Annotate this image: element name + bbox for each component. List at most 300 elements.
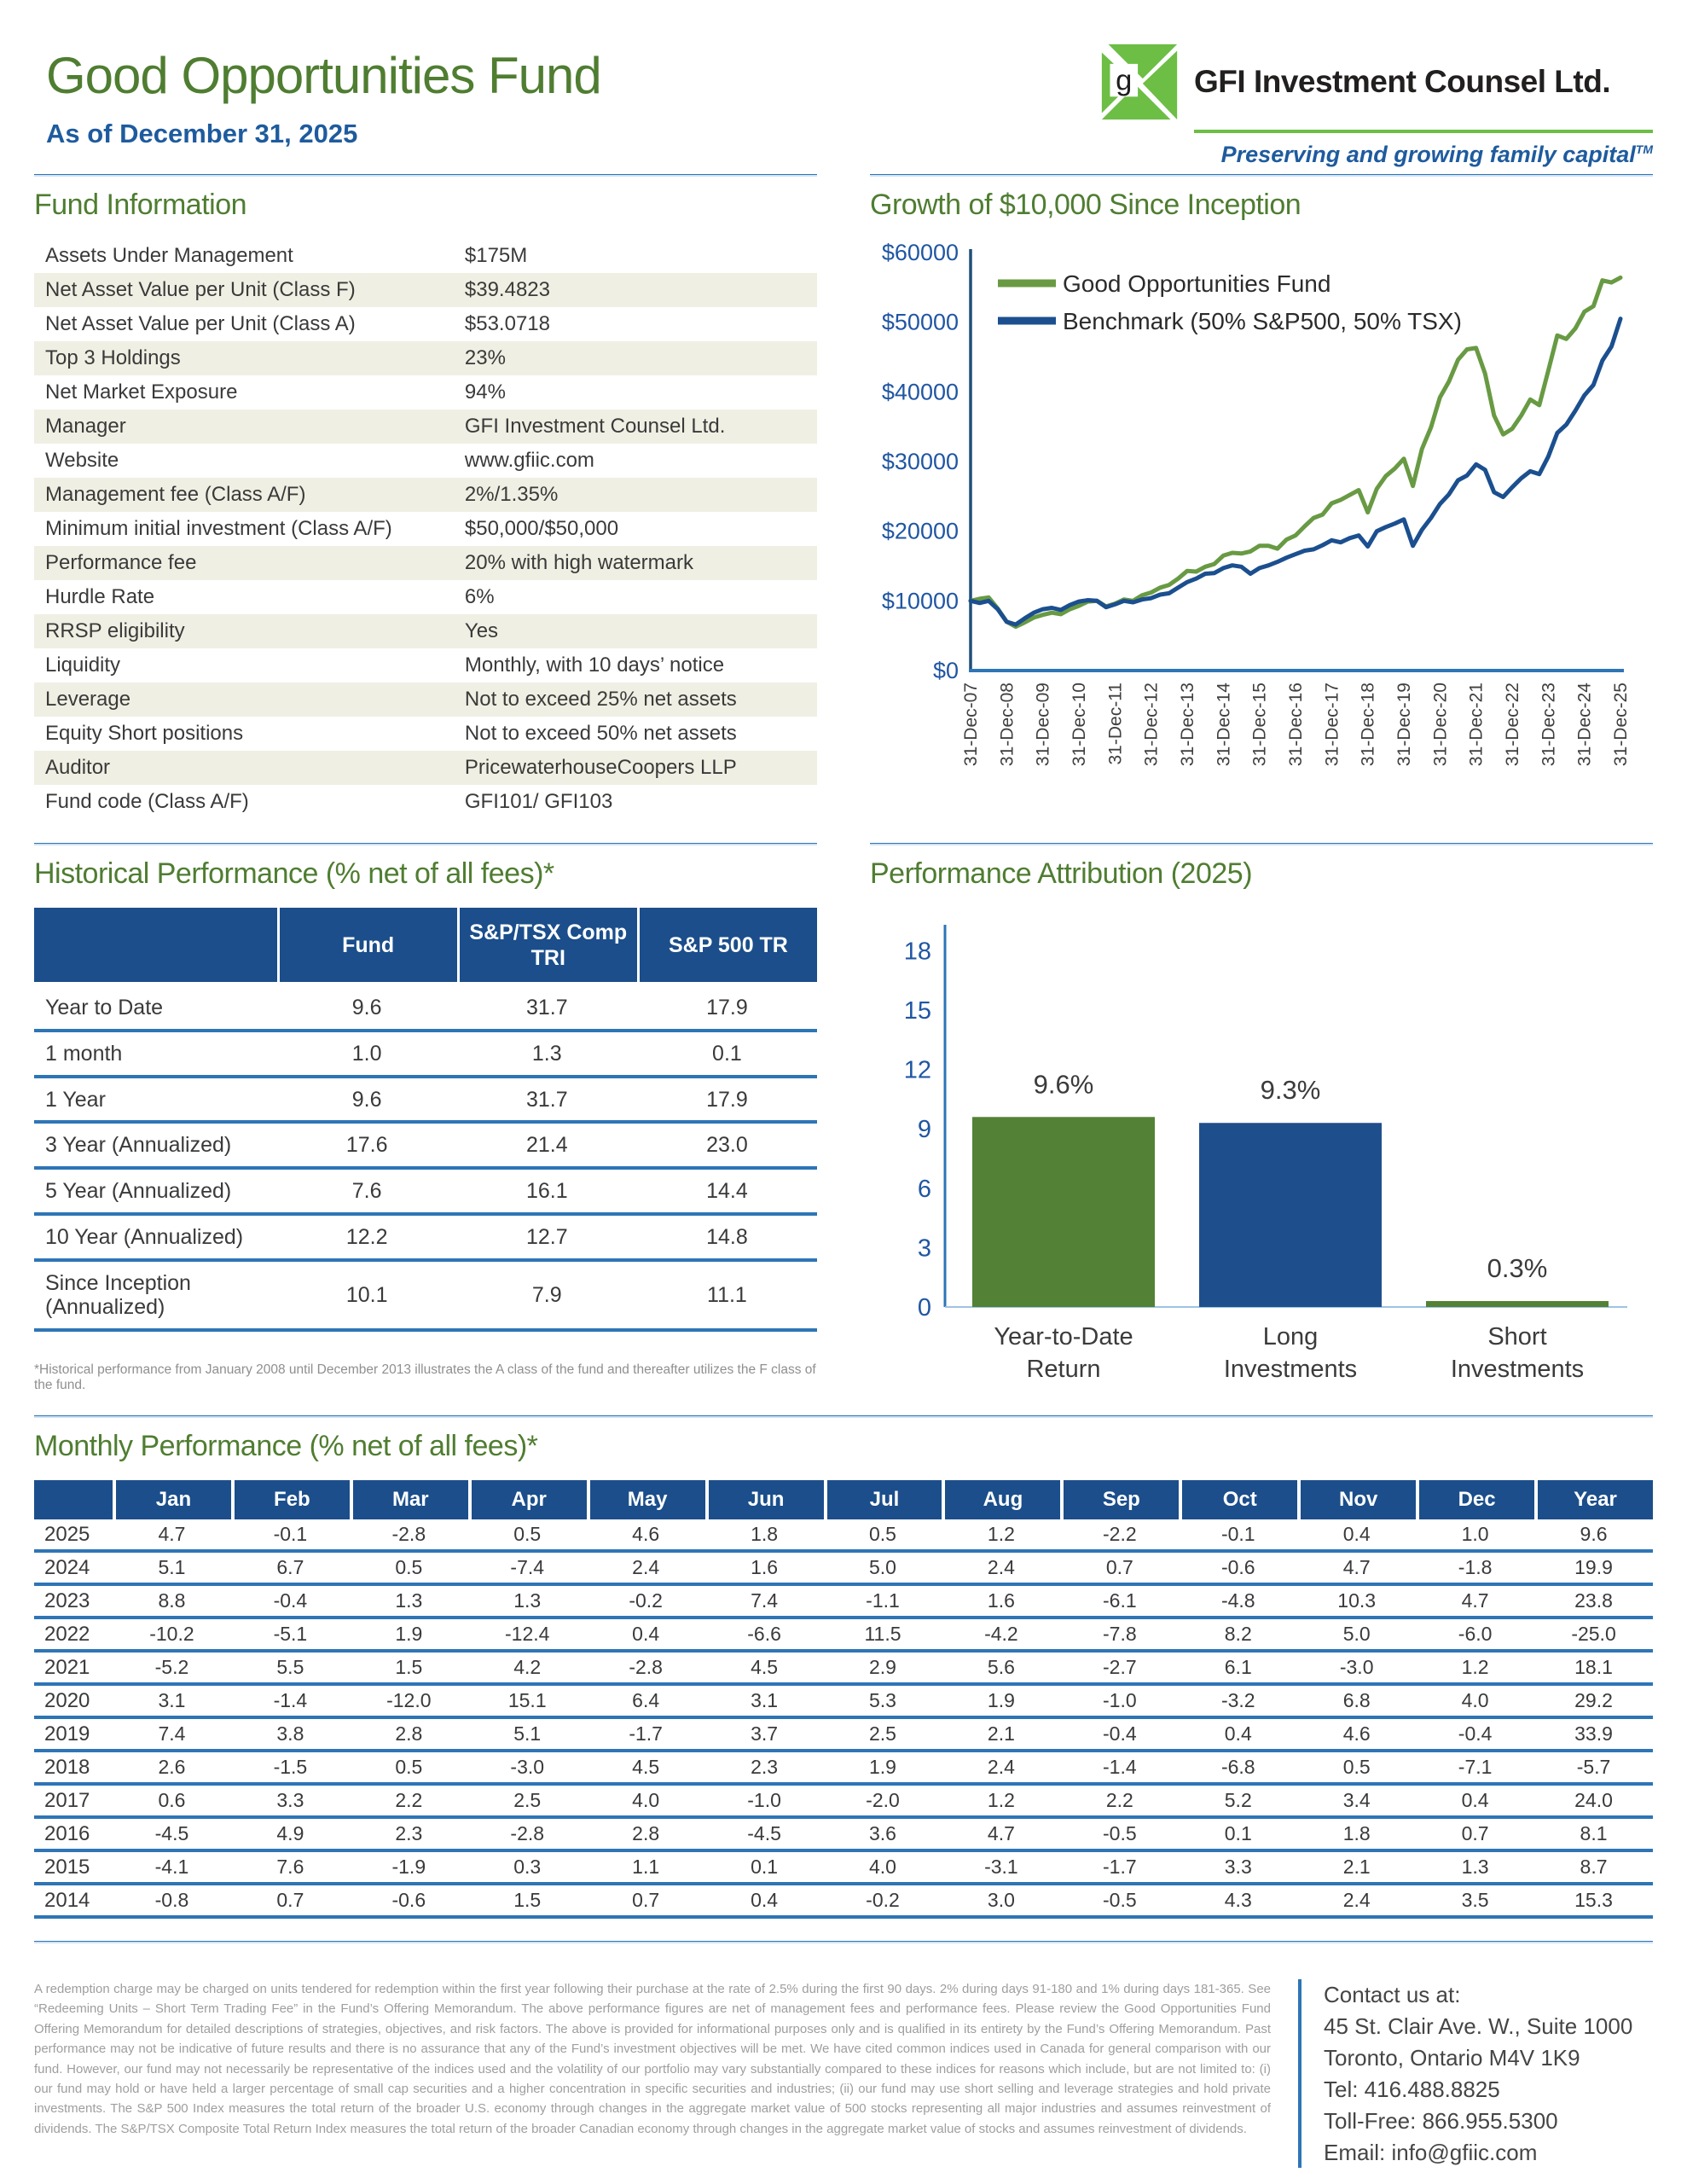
- monthly-cell: 4.7: [1297, 1553, 1416, 1586]
- fund-info-label: Equity Short positions: [45, 722, 244, 745]
- y-axis-tick-label: $20000: [881, 518, 959, 544]
- monthly-cell: -12.4: [468, 1619, 587, 1653]
- monthly-cell: -0.4: [1060, 1719, 1179, 1752]
- monthly-cell: 0.5: [350, 1752, 468, 1786]
- monthly-cell: -0.2: [824, 1885, 942, 1919]
- contact-line: Toronto, Ontario M4V 1K9: [1324, 2044, 1580, 2071]
- monthly-cell: -4.2: [942, 1619, 1060, 1653]
- monthly-cell: 0.7: [1060, 1553, 1179, 1586]
- fund-info-row: [34, 648, 817, 682]
- fund-info-value: $53.0718: [464, 312, 550, 335]
- fund-info-value: 23%: [464, 346, 506, 369]
- monthly-cell: 0.7: [231, 1885, 350, 1919]
- monthly-cell: -2.8: [468, 1819, 587, 1852]
- table-row: [34, 1216, 817, 1262]
- monthly-year-total-cell: 19.9: [1534, 1553, 1653, 1586]
- fund-info-value: 20% with high watermark: [464, 551, 694, 574]
- monthly-cell: 4.5: [705, 1653, 824, 1686]
- monthly-cell: 1.1: [587, 1852, 705, 1885]
- x-axis-tick-label: 31-Dec-17: [1322, 682, 1342, 767]
- historical-col-header: S&P/TSX Comp TRI: [457, 908, 637, 986]
- monthly-cell: 1.3: [1416, 1852, 1534, 1885]
- monthly-cell: 7.4: [113, 1719, 231, 1752]
- fund-info-row: [34, 751, 817, 785]
- page-title: Good Opportunities Fund: [46, 47, 601, 104]
- monthly-cell: -0.2: [587, 1586, 705, 1619]
- historical-performance-table: [34, 908, 817, 1332]
- historical-cell: 14.4: [637, 1170, 817, 1216]
- monthly-cell: 1.9: [942, 1686, 1060, 1719]
- bar-value-label: 9.6%: [1033, 1069, 1094, 1100]
- fund-info-row: [34, 614, 817, 648]
- monthly-cell: -0.1: [231, 1519, 350, 1553]
- monthly-cell: -3.0: [1297, 1653, 1416, 1686]
- monthly-cell: 10.3: [1297, 1586, 1416, 1619]
- monthly-cell: 1.2: [942, 1519, 1060, 1553]
- monthly-cell: 5.6: [942, 1653, 1060, 1686]
- monthly-cell: 0.5: [350, 1553, 468, 1586]
- fund-info-value: Not to exceed 50% net assets: [464, 722, 737, 745]
- monthly-cell: 4.6: [1297, 1719, 1416, 1752]
- table-row: [34, 986, 817, 1032]
- monthly-cell: -7.8: [1060, 1619, 1179, 1653]
- monthly-cell: -1.9: [350, 1852, 468, 1885]
- footer-section: [34, 1941, 1653, 2168]
- fund-info-value: PricewaterhouseCoopers LLP: [464, 756, 737, 779]
- monthly-cell: 4.2: [468, 1653, 587, 1686]
- y-axis-tick-label: 3: [917, 1234, 931, 1263]
- monthly-cell: 3.7: [705, 1719, 824, 1752]
- historical-row-label: Since Inception (Annualized): [34, 1262, 277, 1333]
- historical-cell: 12.2: [277, 1216, 457, 1262]
- fund-info-label: RRSP eligibility: [45, 619, 185, 642]
- monthly-cell: 0.4: [587, 1619, 705, 1653]
- x-axis-tick-label: 31-Dec-25: [1611, 682, 1631, 767]
- x-axis-tick-label: 31-Dec-13: [1178, 682, 1197, 767]
- monthly-cell: -1.0: [1060, 1686, 1179, 1719]
- historical-cell: 11.1: [637, 1262, 817, 1333]
- y-axis-tick-label: 12: [903, 1056, 931, 1084]
- monthly-cell: -1.4: [1060, 1752, 1179, 1786]
- monthly-cell: -12.0: [350, 1686, 468, 1719]
- monthly-cell: 4.9: [231, 1819, 350, 1852]
- monthly-cell: -4.5: [113, 1819, 231, 1852]
- x-axis-tick-label: 31-Dec-09: [1033, 682, 1053, 767]
- fund-info-label: Net Market Exposure: [45, 380, 238, 404]
- fund-info-row: [34, 682, 817, 717]
- fund-info-value: $175M: [464, 244, 528, 267]
- monthly-col-header: Mar: [350, 1480, 468, 1519]
- monthly-cell: -0.1: [1179, 1519, 1297, 1553]
- monthly-year-total-cell: 8.1: [1534, 1819, 1653, 1852]
- table-row: [34, 1032, 817, 1078]
- monthly-cell: -2.8: [350, 1519, 468, 1553]
- monthly-cell: 5.0: [824, 1553, 942, 1586]
- monthly-cell: 1.0: [1416, 1519, 1534, 1553]
- monthly-cell: -6.6: [705, 1619, 824, 1653]
- fund-info-label: Website: [45, 449, 119, 472]
- monthly-cell: 6.4: [587, 1686, 705, 1719]
- monthly-cell: 7.6: [231, 1852, 350, 1885]
- monthly-cell: -0.6: [350, 1885, 468, 1919]
- historical-cell: 21.4: [457, 1124, 637, 1170]
- fund-info-label: Top 3 Holdings: [45, 346, 181, 369]
- monthly-cell: 2.6: [113, 1752, 231, 1786]
- monthly-cell: 8.8: [113, 1586, 231, 1619]
- growth-chart-heading: Growth of $10,000 Since Inception: [870, 189, 1301, 221]
- monthly-cell: 0.7: [1416, 1819, 1534, 1852]
- fund-info-label: Minimum initial investment (Class A/F): [45, 517, 392, 540]
- y-axis-tick-label: $30000: [881, 449, 959, 474]
- fund-info-row: [34, 785, 817, 819]
- monthly-cell: 4.0: [824, 1852, 942, 1885]
- monthly-cell: 1.8: [705, 1519, 824, 1553]
- x-axis-tick-label: 31-Dec-14: [1214, 682, 1234, 767]
- monthly-cell: 15.1: [468, 1686, 587, 1719]
- table-row: [34, 1170, 817, 1216]
- x-axis-tick-label: 31-Dec-19: [1394, 682, 1414, 767]
- section-middle: [34, 843, 1653, 1397]
- logo-underline: [1194, 130, 1653, 133]
- monthly-col-header: Jan: [113, 1480, 231, 1519]
- contact-heading: Contact us at:: [1324, 1982, 1461, 2007]
- monthly-col-header: Sep: [1060, 1480, 1179, 1519]
- y-axis-tick-label: 0: [917, 1294, 931, 1321]
- monthly-cell: 2.8: [587, 1819, 705, 1852]
- tagline-text: Preserving and growing family capital: [1220, 142, 1636, 167]
- monthly-cell: -0.8: [113, 1885, 231, 1919]
- historical-cell: 1.0: [277, 1032, 457, 1078]
- fund-info-row: [34, 444, 817, 478]
- monthly-col-header: [34, 1480, 113, 1519]
- historical-cell: 10.1: [277, 1262, 457, 1333]
- y-axis-tick-label: $60000: [881, 240, 959, 265]
- fund-info-value: GFI101/ GFI103: [464, 790, 613, 813]
- x-axis-tick-label: 31-Dec-20: [1430, 682, 1451, 767]
- monthly-col-header: Oct: [1179, 1480, 1297, 1519]
- monthly-cell: 3.3: [231, 1786, 350, 1819]
- monthly-cell: 6.7: [231, 1553, 350, 1586]
- fund-info-row: [34, 375, 817, 410]
- monthly-cell: 1.5: [350, 1653, 468, 1686]
- monthly-cell: 0.1: [705, 1852, 824, 1885]
- historical-cell: 17.9: [637, 986, 817, 1032]
- historical-cell: 14.8: [637, 1216, 817, 1262]
- historical-cell: 12.7: [457, 1216, 637, 1262]
- monthly-cell: 2.3: [350, 1819, 468, 1852]
- contact-line: Toll-Free: 866.955.5300: [1324, 2107, 1558, 2134]
- company-name: GFI Investment Counsel Ltd.: [1194, 64, 1611, 99]
- historical-cell: 7.9: [457, 1262, 637, 1333]
- historical-cell: 1.3: [457, 1032, 637, 1078]
- monthly-cell: -6.1: [1060, 1586, 1179, 1619]
- historical-col-header: S&P 500 TR: [637, 908, 817, 986]
- gfi-pinwheel-icon: [1099, 41, 1180, 123]
- monthly-year-total-cell: 15.3: [1534, 1885, 1653, 1919]
- monthly-cell: 3.1: [705, 1686, 824, 1719]
- section-rule: [870, 174, 1653, 177]
- monthly-cell: 2.3: [705, 1752, 824, 1786]
- monthly-cell: 3.5: [1416, 1885, 1534, 1919]
- monthly-cell: 2.1: [1297, 1852, 1416, 1885]
- logo-letter: g: [1116, 64, 1133, 97]
- growth-line-benchmark: [971, 319, 1620, 624]
- contact-line: Email: info@gfiic.com: [1324, 2139, 1538, 2165]
- monthly-cell: 0.3: [468, 1852, 587, 1885]
- monthly-year-cell: 2018: [34, 1752, 113, 1786]
- monthly-cell: 2.1: [942, 1719, 1060, 1752]
- table-row: [34, 1719, 1653, 1752]
- monthly-cell: 11.5: [824, 1619, 942, 1653]
- monthly-cell: 5.0: [1297, 1619, 1416, 1653]
- bar-0: [972, 1117, 1155, 1307]
- monthly-cell: 4.6: [587, 1519, 705, 1553]
- historical-row-label: 1 Year: [34, 1078, 277, 1124]
- monthly-cell: 0.6: [113, 1786, 231, 1819]
- monthly-year-cell: 2016: [34, 1819, 113, 1852]
- fund-info-row: [34, 273, 817, 307]
- disclaimer-text: A redemption charge may be charged on units tendered for redemption within the first year following their purchase at the rate of 2.5% during the first 90 days. 2% during days 91-180 and 1% during days 181-365. See “Redeeming Units – Short Term Trading Fee” in the Fund’s Offering Memorandum. The above performance figures are net of management fees and performance fees. Please review the Good Opportunities Fund Offering Memorandum for detailed descriptions of strategies, objectives, and risk factors. The above is provided for informational purposes only and is qualified in its entirety by the Fund’s Offering Memorandum. Past performance may not be indicative of future results and there is no assurance that any of the Fund’s investment objectives will be met. We have cited common indices used in Canada for general comparison with our fund. However, our fund may not necessarily be representative of the indices used and the volatility of our portfolio may vary substantially compared to these indices for reasons which include, but are not limited to: (i) our fund may hold or have held a larger percentage of small cap securities and a higher concentration in specific securities and industries; (ii) our fund may use short selling and leverage strategies and hold private investments. The S&P 500 Index measures the total return of the broader U.S. economy through changes in the aggregate market value of 500 stocks representing all major industries and assumes reinvestment of dividends. The S&P/TSX Composite Total Return Index measures the total return of the broader Canadian economy through changes in the aggregate market value of stocks and assumes reinvestment of dividends.: [34, 1982, 1271, 2136]
- monthly-col-header: Jul: [824, 1480, 942, 1519]
- monthly-year-cell: 2015: [34, 1852, 113, 1885]
- monthly-cell: 1.3: [350, 1586, 468, 1619]
- monthly-cell: -2.8: [587, 1653, 705, 1686]
- monthly-cell: -1.0: [705, 1786, 824, 1819]
- monthly-col-header: Year: [1534, 1480, 1653, 1519]
- bar-1: [1199, 1123, 1382, 1307]
- monthly-cell: 4.0: [1416, 1686, 1534, 1719]
- monthly-cell: -0.4: [231, 1586, 350, 1619]
- monthly-cell: 3.4: [1297, 1786, 1416, 1819]
- monthly-year-total-cell: -5.7: [1534, 1752, 1653, 1786]
- fund-info-label: Net Asset Value per Unit (Class F): [45, 278, 356, 301]
- table-row: [34, 1124, 817, 1170]
- fund-info-value: 94%: [464, 380, 506, 404]
- monthly-col-header: May: [587, 1480, 705, 1519]
- table-row: [34, 1619, 1653, 1653]
- section-rule: [870, 843, 1653, 845]
- fund-info-row: [34, 341, 817, 375]
- x-axis-tick-label: 31-Dec-21: [1466, 682, 1487, 767]
- monthly-cell: 5.3: [824, 1686, 942, 1719]
- contact-line: 45 St. Clair Ave. W., Suite 1000: [1324, 2013, 1633, 2039]
- x-axis-tick-label: 31-Dec-08: [997, 682, 1017, 767]
- monthly-cell: 6.8: [1297, 1686, 1416, 1719]
- monthly-col-header: Dec: [1416, 1480, 1534, 1519]
- bar-category-label: Long: [1262, 1323, 1319, 1350]
- monthly-header-row: [34, 1480, 1653, 1519]
- y-axis-tick-label: $10000: [881, 588, 959, 614]
- fund-info-value: GFI Investment Counsel Ltd.: [464, 415, 726, 438]
- monthly-cell: -5.1: [231, 1619, 350, 1653]
- monthly-cell: 3.3: [1179, 1852, 1297, 1885]
- monthly-cell: -3.0: [468, 1752, 587, 1786]
- as-of-date: As of December 31, 2025: [46, 119, 358, 148]
- y-axis-tick-label: $50000: [881, 309, 959, 335]
- fund-information-table: [34, 239, 817, 819]
- table-row: [34, 1586, 1653, 1619]
- historical-footnote: *Historical performance from January 2008 until December 2013 illustrates the A class of the fund and thereafter utilizes the F class of the fund.: [34, 1362, 816, 1392]
- bar-category-label: Year-to-Date: [994, 1323, 1133, 1350]
- monthly-cell: 0.5: [824, 1519, 942, 1553]
- fund-info-value: Monthly, with 10 days’ notice: [464, 653, 725, 677]
- monthly-cell: 2.2: [350, 1786, 468, 1819]
- fund-info-row: [34, 239, 817, 273]
- historical-cell: 16.1: [457, 1170, 637, 1216]
- historical-row-label: 3 Year (Annualized): [34, 1124, 277, 1170]
- monthly-cell: 2.4: [1297, 1885, 1416, 1919]
- y-axis-tick-label: $40000: [881, 379, 959, 405]
- monthly-cell: -1.1: [824, 1586, 942, 1619]
- monthly-cell: 4.0: [587, 1786, 705, 1819]
- monthly-cell: -3.1: [942, 1852, 1060, 1885]
- historical-cell: 17.6: [277, 1124, 457, 1170]
- section-rule: [34, 1415, 1653, 1418]
- monthly-cell: -6.0: [1416, 1619, 1534, 1653]
- monthly-cell: 1.5: [468, 1885, 587, 1919]
- historical-row-label: 10 Year (Annualized): [34, 1216, 277, 1262]
- monthly-cell: 1.2: [1416, 1653, 1534, 1686]
- monthly-year-cell: 2021: [34, 1653, 113, 1686]
- y-axis-tick-label: $0: [932, 658, 959, 683]
- x-axis-tick-label: 31-Dec-15: [1249, 682, 1270, 767]
- monthly-cell: -4.8: [1179, 1586, 1297, 1619]
- fund-info-label: Performance fee: [45, 551, 197, 574]
- monthly-cell: 2.2: [1060, 1786, 1179, 1819]
- table-row: [34, 1262, 817, 1333]
- fund-info-row: [34, 478, 817, 512]
- x-axis-tick-label: 31-Dec-11: [1105, 682, 1126, 765]
- historical-cell: 0.1: [637, 1032, 817, 1078]
- fund-info-value: 6%: [464, 585, 495, 608]
- historical-row-label: 5 Year (Annualized): [34, 1170, 277, 1216]
- fund-info-label: Manager: [45, 415, 126, 438]
- fund-info-value: $39.4823: [464, 278, 550, 301]
- monthly-cell: 5.5: [231, 1653, 350, 1686]
- fund-info-label: Assets Under Management: [45, 244, 293, 267]
- monthly-year-total-cell: 23.8: [1534, 1586, 1653, 1619]
- contact-lines: [1324, 2011, 1653, 2169]
- monthly-cell: 3.8: [231, 1719, 350, 1752]
- monthly-year-total-cell: 8.7: [1534, 1852, 1653, 1885]
- monthly-col-header: Nov: [1297, 1480, 1416, 1519]
- bar-value-label: 9.3%: [1260, 1075, 1321, 1106]
- monthly-cell: -4.1: [113, 1852, 231, 1885]
- contact-line: Tel: 416.488.8825: [1324, 2076, 1500, 2102]
- monthly-year-cell: 2023: [34, 1586, 113, 1619]
- x-axis-tick-label: 31-Dec-22: [1503, 682, 1522, 767]
- monthly-cell: -1.7: [1060, 1852, 1179, 1885]
- historical-col-header: Fund: [277, 908, 457, 986]
- monthly-cell: 0.5: [1297, 1752, 1416, 1786]
- historical-cell: 31.7: [457, 1078, 637, 1124]
- monthly-cell: 8.2: [1179, 1619, 1297, 1653]
- table-row: [34, 1786, 1653, 1819]
- monthly-cell: -0.5: [1060, 1819, 1179, 1852]
- fund-info-row: [34, 512, 817, 546]
- fund-information-heading: Fund Information: [34, 189, 247, 221]
- monthly-year-cell: 2020: [34, 1686, 113, 1719]
- monthly-cell: 3.6: [824, 1819, 942, 1852]
- performance-attribution-heading: Performance Attribution (2025): [870, 857, 1253, 890]
- x-axis-tick-label: 31-Dec-12: [1141, 682, 1162, 767]
- x-axis-tick-label: 31-Dec-23: [1539, 682, 1559, 767]
- monthly-year-cell: 2022: [34, 1619, 113, 1653]
- fund-info-value: www.gfiic.com: [464, 449, 594, 472]
- monthly-year-total-cell: 9.6: [1534, 1519, 1653, 1553]
- monthly-cell: 3.0: [942, 1885, 1060, 1919]
- legend-label: Good Opportunities Fund: [1063, 270, 1331, 297]
- section-top: [34, 174, 1653, 819]
- fund-info-value: 2%/1.35%: [464, 483, 559, 506]
- fund-info-value: $50,000/$50,000: [464, 517, 619, 540]
- monthly-cell: 1.3: [468, 1586, 587, 1619]
- monthly-cell: 5.1: [468, 1719, 587, 1752]
- monthly-cell: 4.5: [587, 1752, 705, 1786]
- monthly-cell: 7.4: [705, 1586, 824, 1619]
- monthly-year-total-cell: -25.0: [1534, 1619, 1653, 1653]
- monthly-cell: -1.4: [231, 1686, 350, 1719]
- monthly-cell: 0.4: [705, 1885, 824, 1919]
- monthly-cell: -0.4: [1416, 1719, 1534, 1752]
- monthly-cell: 1.6: [942, 1586, 1060, 1619]
- monthly-cell: 5.1: [113, 1553, 231, 1586]
- fund-info-row: [34, 307, 817, 341]
- monthly-cell: -1.8: [1416, 1553, 1534, 1586]
- monthly-year-cell: 2019: [34, 1719, 113, 1752]
- monthly-cell: 2.8: [350, 1719, 468, 1752]
- monthly-cell: 2.4: [942, 1752, 1060, 1786]
- bar-2: [1426, 1301, 1609, 1307]
- section-rule: [34, 1941, 1653, 1943]
- tagline-tm: TM: [1635, 142, 1653, 156]
- bar-category-label: Investments: [1450, 1356, 1585, 1383]
- monthly-cell: -1.7: [587, 1719, 705, 1752]
- monthly-cell: 1.8: [1297, 1819, 1416, 1852]
- fund-info-label: Fund code (Class A/F): [45, 790, 249, 813]
- x-axis-tick-label: 31-Dec-10: [1070, 682, 1089, 767]
- bar-value-label: 0.3%: [1487, 1253, 1548, 1284]
- x-axis-tick-label: 31-Dec-07: [961, 682, 981, 767]
- x-axis-tick-label: 31-Dec-18: [1358, 682, 1378, 767]
- historical-row-label: 1 month: [34, 1032, 277, 1078]
- monthly-cell: 2.4: [587, 1553, 705, 1586]
- monthly-col-header: Jun: [705, 1480, 824, 1519]
- monthly-cell: 5.2: [1179, 1786, 1297, 1819]
- monthly-year-total-cell: 29.2: [1534, 1686, 1653, 1719]
- monthly-cell: 6.1: [1179, 1653, 1297, 1686]
- monthly-cell: -2.7: [1060, 1653, 1179, 1686]
- monthly-cell: 0.5: [468, 1519, 587, 1553]
- y-axis-tick-label: 9: [917, 1116, 931, 1144]
- contact-box: [1298, 1979, 1653, 2168]
- monthly-cell: 0.4: [1179, 1719, 1297, 1752]
- monthly-cell: 0.4: [1297, 1519, 1416, 1553]
- monthly-cell: -3.2: [1179, 1686, 1297, 1719]
- bar-category-label: Short: [1487, 1323, 1547, 1350]
- monthly-cell: -5.2: [113, 1653, 231, 1686]
- fund-info-label: Auditor: [45, 756, 111, 779]
- fund-info-label: Liquidity: [45, 653, 121, 677]
- monthly-cell: 2.5: [468, 1786, 587, 1819]
- fund-info-row: [34, 410, 817, 444]
- y-axis-tick-label: 6: [917, 1175, 931, 1203]
- historical-cell: 9.6: [277, 986, 457, 1032]
- y-axis-tick-label: 15: [903, 997, 931, 1025]
- x-axis-tick-label: 31-Dec-16: [1286, 682, 1306, 767]
- monthly-cell: 3.1: [113, 1686, 231, 1719]
- historical-cell: 7.6: [277, 1170, 457, 1216]
